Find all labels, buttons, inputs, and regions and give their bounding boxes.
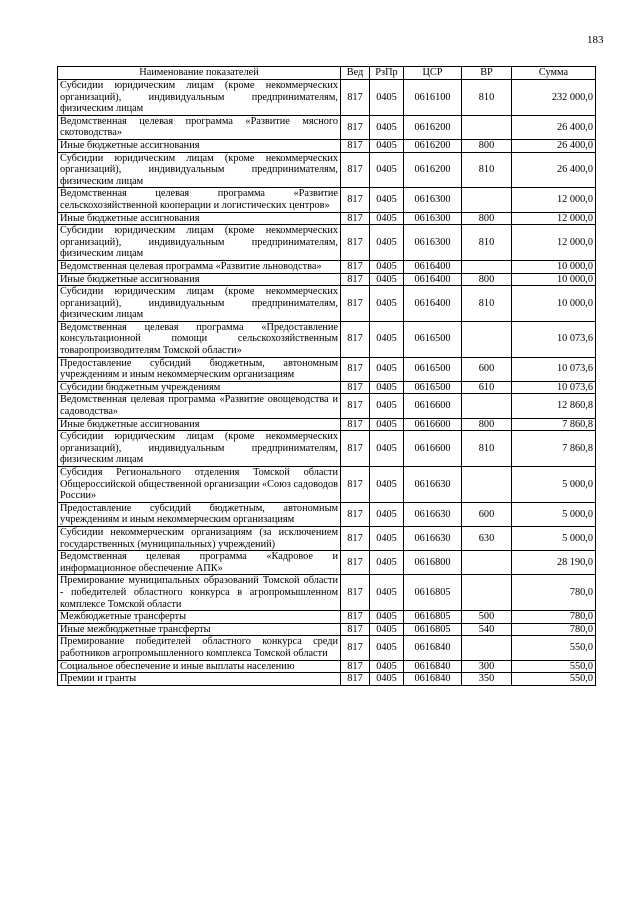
table-header-row bbox=[58, 67, 596, 80]
cell-rzpr: 0405 bbox=[370, 431, 404, 467]
cell-ved: 817 bbox=[341, 418, 370, 431]
cell-csr: 0616400 bbox=[404, 286, 462, 322]
cell-name: Субсидии юридическим лицам (кроме некоммерческих организаций), индивидуальным предпринимателям, физическим лицам bbox=[58, 286, 341, 322]
table-row bbox=[58, 418, 596, 431]
cell-vr: 600 bbox=[462, 357, 512, 381]
cell-sum: 26 400,0 bbox=[512, 139, 596, 152]
cell-vr: 810 bbox=[462, 431, 512, 467]
cell-vr: 810 bbox=[462, 152, 512, 188]
cell-name: Межбюджетные трансферты bbox=[58, 611, 341, 624]
table-row bbox=[58, 115, 596, 139]
cell-csr: 0616805 bbox=[404, 575, 462, 611]
cell-rzpr: 0405 bbox=[370, 286, 404, 322]
cell-csr: 0616600 bbox=[404, 431, 462, 467]
cell-vr: 810 bbox=[462, 80, 512, 116]
table-row bbox=[58, 286, 596, 322]
cell-ved: 817 bbox=[341, 139, 370, 152]
table-row bbox=[58, 660, 596, 673]
table-row bbox=[58, 526, 596, 550]
cell-name: Субсидии некоммерческим организациям (за исключением государственных (муниципальных) учреждений) bbox=[58, 526, 341, 550]
cell-csr: 0616840 bbox=[404, 673, 462, 686]
header-ved: Вед bbox=[341, 67, 370, 80]
cell-vr bbox=[462, 260, 512, 273]
cell-sum: 10 000,0 bbox=[512, 273, 596, 286]
cell-vr: 800 bbox=[462, 139, 512, 152]
cell-rzpr: 0405 bbox=[370, 152, 404, 188]
cell-csr: 0616600 bbox=[404, 418, 462, 431]
cell-rzpr: 0405 bbox=[370, 467, 404, 503]
cell-sum: 550,0 bbox=[512, 636, 596, 660]
cell-csr: 0616100 bbox=[404, 80, 462, 116]
cell-csr: 0616200 bbox=[404, 115, 462, 139]
cell-rzpr: 0405 bbox=[370, 260, 404, 273]
cell-csr: 0616300 bbox=[404, 225, 462, 261]
header-rzpr: РзПр bbox=[370, 67, 404, 80]
cell-csr: 0616630 bbox=[404, 526, 462, 550]
cell-name: Ведомственная целевая программа «Предоставление консультационной помощи сельскохозяйственным товаропроизводителям Томской области» bbox=[58, 321, 341, 357]
cell-ved: 817 bbox=[341, 467, 370, 503]
cell-vr: 800 bbox=[462, 212, 512, 225]
cell-name: Иные бюджетные ассигнования bbox=[58, 212, 341, 225]
cell-ved: 817 bbox=[341, 551, 370, 575]
cell-rzpr: 0405 bbox=[370, 80, 404, 116]
cell-name: Субсидии юридическим лицам (кроме некоммерческих организаций), индивидуальным предпринимателям, физическим лицам bbox=[58, 152, 341, 188]
cell-vr bbox=[462, 575, 512, 611]
cell-sum: 10 000,0 bbox=[512, 260, 596, 273]
cell-rzpr: 0405 bbox=[370, 611, 404, 624]
cell-ved: 817 bbox=[341, 673, 370, 686]
header-vr: ВР bbox=[462, 67, 512, 80]
header-sum: Сумма bbox=[512, 67, 596, 80]
table-row bbox=[58, 394, 596, 418]
cell-sum: 10 073,6 bbox=[512, 321, 596, 357]
cell-vr: 300 bbox=[462, 660, 512, 673]
cell-sum: 780,0 bbox=[512, 611, 596, 624]
cell-sum: 5 000,0 bbox=[512, 467, 596, 503]
cell-sum: 780,0 bbox=[512, 623, 596, 636]
cell-csr: 0616840 bbox=[404, 660, 462, 673]
cell-sum: 5 000,0 bbox=[512, 526, 596, 550]
cell-ved: 817 bbox=[341, 321, 370, 357]
cell-name: Иные бюджетные ассигнования bbox=[58, 273, 341, 286]
cell-ved: 817 bbox=[341, 273, 370, 286]
table-row bbox=[58, 551, 596, 575]
cell-sum: 550,0 bbox=[512, 660, 596, 673]
cell-ved: 817 bbox=[341, 115, 370, 139]
cell-sum: 12 000,0 bbox=[512, 212, 596, 225]
cell-ved: 817 bbox=[341, 381, 370, 394]
cell-rzpr: 0405 bbox=[370, 273, 404, 286]
cell-rzpr: 0405 bbox=[370, 394, 404, 418]
cell-csr: 0616800 bbox=[404, 551, 462, 575]
cell-name: Субсидии юридическим лицам (кроме некоммерческих организаций), индивидуальным предпринимателям, физическим лицам bbox=[58, 431, 341, 467]
cell-name: Иные бюджетные ассигнования bbox=[58, 418, 341, 431]
cell-sum: 10 000,0 bbox=[512, 286, 596, 322]
cell-ved: 817 bbox=[341, 357, 370, 381]
cell-ved: 817 bbox=[341, 286, 370, 322]
cell-rzpr: 0405 bbox=[370, 673, 404, 686]
cell-rzpr: 0405 bbox=[370, 526, 404, 550]
cell-rzpr: 0405 bbox=[370, 418, 404, 431]
cell-sum: 10 073,6 bbox=[512, 381, 596, 394]
cell-rzpr: 0405 bbox=[370, 551, 404, 575]
cell-vr: 600 bbox=[462, 502, 512, 526]
cell-sum: 550,0 bbox=[512, 673, 596, 686]
cell-csr: 0616400 bbox=[404, 260, 462, 273]
cell-rzpr: 0405 bbox=[370, 623, 404, 636]
cell-rzpr: 0405 bbox=[370, 381, 404, 394]
cell-ved: 817 bbox=[341, 80, 370, 116]
cell-name: Ведомственная целевая программа «Кадровое и информационное обеспечение АПК» bbox=[58, 551, 341, 575]
cell-sum: 26 400,0 bbox=[512, 152, 596, 188]
cell-rzpr: 0405 bbox=[370, 115, 404, 139]
cell-name: Премии и гранты bbox=[58, 673, 341, 686]
cell-name: Субсидия Регионального отделения Томской области Общероссийской общественной организации «Союз садоводов России» bbox=[58, 467, 341, 503]
cell-vr: 540 bbox=[462, 623, 512, 636]
cell-rzpr: 0405 bbox=[370, 139, 404, 152]
cell-csr: 0616300 bbox=[404, 212, 462, 225]
cell-vr: 350 bbox=[462, 673, 512, 686]
table-row bbox=[58, 636, 596, 660]
cell-sum: 12 000,0 bbox=[512, 188, 596, 212]
cell-name: Предоставление субсидий бюджетным, автономным учреждениям и иным некоммерческим организациям bbox=[58, 357, 341, 381]
cell-ved: 817 bbox=[341, 225, 370, 261]
cell-sum: 780,0 bbox=[512, 575, 596, 611]
cell-name: Ведомственная целевая программа «Развитие овощеводства и садоводства» bbox=[58, 394, 341, 418]
table-row bbox=[58, 152, 596, 188]
cell-ved: 817 bbox=[341, 431, 370, 467]
cell-vr: 610 bbox=[462, 381, 512, 394]
cell-vr bbox=[462, 551, 512, 575]
cell-ved: 817 bbox=[341, 623, 370, 636]
cell-vr: 630 bbox=[462, 526, 512, 550]
cell-csr: 0616500 bbox=[404, 357, 462, 381]
cell-sum: 10 073,6 bbox=[512, 357, 596, 381]
cell-csr: 0616500 bbox=[404, 321, 462, 357]
cell-sum: 5 000,0 bbox=[512, 502, 596, 526]
cell-ved: 817 bbox=[341, 575, 370, 611]
header-name: Наименование показателей bbox=[58, 67, 341, 80]
cell-vr: 500 bbox=[462, 611, 512, 624]
table-row bbox=[58, 188, 596, 212]
cell-sum: 12 860,8 bbox=[512, 394, 596, 418]
cell-name: Ведомственная целевая программа «Развитие льноводства» bbox=[58, 260, 341, 273]
table-row bbox=[58, 139, 596, 152]
table-row bbox=[58, 260, 596, 273]
cell-csr: 0616630 bbox=[404, 502, 462, 526]
cell-csr: 0616200 bbox=[404, 139, 462, 152]
table-row bbox=[58, 225, 596, 261]
cell-ved: 817 bbox=[341, 394, 370, 418]
cell-ved: 817 bbox=[341, 260, 370, 273]
cell-vr bbox=[462, 394, 512, 418]
table-row bbox=[58, 623, 596, 636]
page-number: 183 bbox=[587, 34, 604, 46]
cell-csr: 0616630 bbox=[404, 467, 462, 503]
cell-csr: 0616200 bbox=[404, 152, 462, 188]
cell-ved: 817 bbox=[341, 188, 370, 212]
table-row bbox=[58, 321, 596, 357]
cell-vr bbox=[462, 467, 512, 503]
cell-vr: 810 bbox=[462, 286, 512, 322]
cell-name: Социальное обеспечение и иные выплаты населению bbox=[58, 660, 341, 673]
cell-rzpr: 0405 bbox=[370, 225, 404, 261]
cell-ved: 817 bbox=[341, 611, 370, 624]
cell-vr bbox=[462, 188, 512, 212]
cell-ved: 817 bbox=[341, 660, 370, 673]
budget-table bbox=[57, 66, 596, 686]
table-row bbox=[58, 431, 596, 467]
cell-name: Иные межбюджетные трансферты bbox=[58, 623, 341, 636]
cell-name: Ведомственная целевая программа «Развитие сельскохозяйственной кооперации и логистических центров» bbox=[58, 188, 341, 212]
cell-ved: 817 bbox=[341, 502, 370, 526]
cell-rzpr: 0405 bbox=[370, 357, 404, 381]
cell-vr bbox=[462, 115, 512, 139]
cell-rzpr: 0405 bbox=[370, 212, 404, 225]
cell-csr: 0616300 bbox=[404, 188, 462, 212]
cell-vr bbox=[462, 636, 512, 660]
cell-sum: 28 190,0 bbox=[512, 551, 596, 575]
cell-csr: 0616600 bbox=[404, 394, 462, 418]
cell-sum: 7 860,8 bbox=[512, 431, 596, 467]
cell-csr: 0616840 bbox=[404, 636, 462, 660]
cell-name: Премирование муниципальных образований Томской области - победителей областного конкурса в агропромышленном комплексе Томской области bbox=[58, 575, 341, 611]
table-row bbox=[58, 575, 596, 611]
cell-rzpr: 0405 bbox=[370, 321, 404, 357]
cell-name: Субсидии юридическим лицам (кроме некоммерческих организаций), индивидуальным предпринимателям, физическим лицам bbox=[58, 80, 341, 116]
cell-csr: 0616805 bbox=[404, 611, 462, 624]
cell-name: Премирование победителей областного конкурса среди работников агропромышленного комплекса Томской области bbox=[58, 636, 341, 660]
table-row bbox=[58, 357, 596, 381]
cell-ved: 817 bbox=[341, 212, 370, 225]
header-csr: ЦСР bbox=[404, 67, 462, 80]
cell-name: Предоставление субсидий бюджетным, автономным учреждениям и иным некоммерческим организациям bbox=[58, 502, 341, 526]
cell-name: Субсидии юридическим лицам (кроме некоммерческих организаций), индивидуальным предпринимателям, физическим лицам bbox=[58, 225, 341, 261]
cell-vr bbox=[462, 321, 512, 357]
table-row bbox=[58, 80, 596, 116]
cell-ved: 817 bbox=[341, 636, 370, 660]
cell-csr: 0616400 bbox=[404, 273, 462, 286]
cell-vr: 800 bbox=[462, 418, 512, 431]
cell-sum: 26 400,0 bbox=[512, 115, 596, 139]
table-row bbox=[58, 381, 596, 394]
table-row bbox=[58, 673, 596, 686]
cell-rzpr: 0405 bbox=[370, 188, 404, 212]
cell-vr: 800 bbox=[462, 273, 512, 286]
table-row bbox=[58, 212, 596, 225]
table-row bbox=[58, 611, 596, 624]
cell-csr: 0616500 bbox=[404, 381, 462, 394]
cell-ved: 817 bbox=[341, 152, 370, 188]
cell-name: Иные бюджетные ассигнования bbox=[58, 139, 341, 152]
cell-ved: 817 bbox=[341, 526, 370, 550]
cell-name: Субсидии бюджетным учреждениям bbox=[58, 381, 341, 394]
cell-rzpr: 0405 bbox=[370, 502, 404, 526]
cell-csr: 0616805 bbox=[404, 623, 462, 636]
cell-rzpr: 0405 bbox=[370, 575, 404, 611]
cell-sum: 12 000,0 bbox=[512, 225, 596, 261]
table-row bbox=[58, 467, 596, 503]
cell-rzpr: 0405 bbox=[370, 660, 404, 673]
cell-sum: 7 860,8 bbox=[512, 418, 596, 431]
table-row bbox=[58, 502, 596, 526]
table-row bbox=[58, 273, 596, 286]
cell-rzpr: 0405 bbox=[370, 636, 404, 660]
cell-name: Ведомственная целевая программа «Развитие мясного скотоводства» bbox=[58, 115, 341, 139]
cell-sum: 232 000,0 bbox=[512, 80, 596, 116]
cell-vr: 810 bbox=[462, 225, 512, 261]
